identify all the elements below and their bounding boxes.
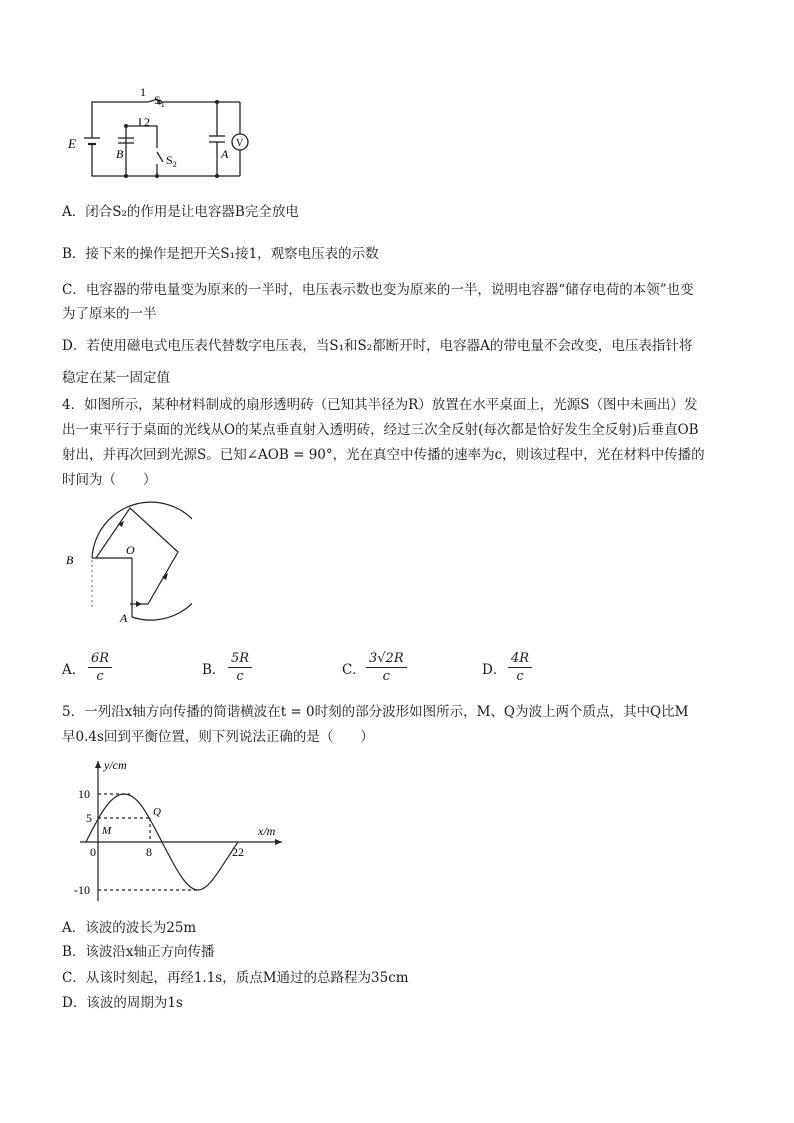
q3-option-c: C．电容器的带电量变为原来的一半时，电压表示数也变为原来的一半，说明电容器“储存电荷的本领”也变 bbox=[62, 282, 694, 298]
label-O: O bbox=[126, 543, 135, 557]
y-tick-neg10: -10 bbox=[74, 883, 90, 897]
denominator: c bbox=[96, 669, 104, 684]
wave-graph bbox=[70, 755, 290, 905]
denominator: c bbox=[236, 669, 244, 684]
q3-option-a: A．闭合S₂的作用是让电容器B完全放电 bbox=[62, 204, 299, 220]
y-tick-5: 5 bbox=[86, 811, 92, 825]
label-B: B bbox=[116, 147, 124, 161]
numerator: 4R bbox=[508, 650, 532, 668]
q4-stem-line-1: 4．如图所示，某种材料制成的扇形透明砖（已知其半径为R）放置在水平桌面上，光源S（图中未画出）发 bbox=[62, 397, 698, 413]
q3-option-b: B．接下来的操作是把开关S₁接1，观察电压表的示数 bbox=[62, 246, 379, 262]
q4-stem-line-2: 出一束平行于桌面的光线从O的某点垂直射入透明砖，经过三次全反射(每次都是恰好发生全反射)后垂直OB bbox=[62, 422, 699, 438]
numerator: 3√2R bbox=[366, 650, 407, 668]
q5-option-c: C．从该时刻起，再经1.1s，质点M通过的总路程为35cm bbox=[62, 970, 409, 986]
point-Q-label: Q bbox=[153, 806, 161, 818]
x-tick-8: 8 bbox=[146, 845, 152, 859]
q5-option-b: B．该波沿x轴正方向传播 bbox=[62, 944, 215, 960]
y-axis-label: y/cm bbox=[104, 758, 127, 772]
q4-option-b-fraction bbox=[228, 650, 252, 685]
circuit-diagram bbox=[60, 86, 270, 186]
q4-stem-line-3: 射出，并再次回到光源S。已知∠AOB = 90°，光在真空中传播的速率为c，则该过程中，光在材料中传播的 bbox=[62, 447, 705, 463]
label-S2: $S_2$ bbox=[166, 153, 177, 169]
numerator: 5R bbox=[228, 650, 252, 668]
numerator: 6R bbox=[88, 650, 112, 668]
x-axis-label: x/m bbox=[258, 824, 276, 838]
q4-option-c-fraction bbox=[366, 650, 407, 685]
q5-stem-line-1: 5．一列沿x轴方向传播的简谐横波在t = 0时刻的部分波形如图所示，M、Q为波上两个质点，其中Q比M bbox=[62, 704, 689, 720]
voltmeter-label: V bbox=[236, 138, 244, 149]
q3-option-c-cont: 为了原来的一半 bbox=[62, 306, 157, 322]
q4-option-c-letter: C． bbox=[342, 662, 366, 678]
label-A: A bbox=[120, 611, 128, 625]
label-1: 1 bbox=[140, 86, 146, 99]
denominator: c bbox=[516, 669, 524, 684]
q5-stem-line-2: 早0.4s回到平衡位置，则下列说法正确的是（ ） bbox=[62, 729, 374, 745]
label-E: E bbox=[68, 136, 76, 151]
q4-option-a-letter: A． bbox=[62, 662, 86, 678]
q4-stem-line-4: 时间为（ ） bbox=[62, 472, 157, 488]
q4-option-d-fraction bbox=[508, 650, 532, 685]
denominator: c bbox=[382, 669, 390, 684]
q4-option-d-letter: D． bbox=[482, 662, 507, 678]
x-tick-0: 0 bbox=[90, 845, 96, 859]
x-tick-22: 22 bbox=[232, 845, 244, 859]
label-2: 2 bbox=[144, 115, 150, 129]
label-S1: $S_1$ bbox=[154, 93, 165, 109]
q4-option-a-fraction bbox=[88, 650, 112, 685]
label-A: A bbox=[221, 147, 229, 161]
q3-option-d: D．若使用磁电式电压表代替数字电压表，当S₁和S₂都断开时，电容器A的带电量不会改变，电压表指针将 bbox=[62, 338, 693, 354]
q4-option-b-letter: B． bbox=[202, 662, 226, 678]
sector-brick-figure bbox=[62, 500, 192, 628]
label-B: B bbox=[66, 553, 74, 567]
q5-option-d: D．该波的周期为1s bbox=[62, 995, 183, 1011]
point-M-label: M bbox=[102, 825, 112, 837]
q3-option-d-cont: 稳定在某一固定值 bbox=[62, 370, 170, 386]
y-tick-10: 10 bbox=[78, 787, 90, 801]
q5-option-a: A．该波的波长为25m bbox=[62, 920, 197, 936]
